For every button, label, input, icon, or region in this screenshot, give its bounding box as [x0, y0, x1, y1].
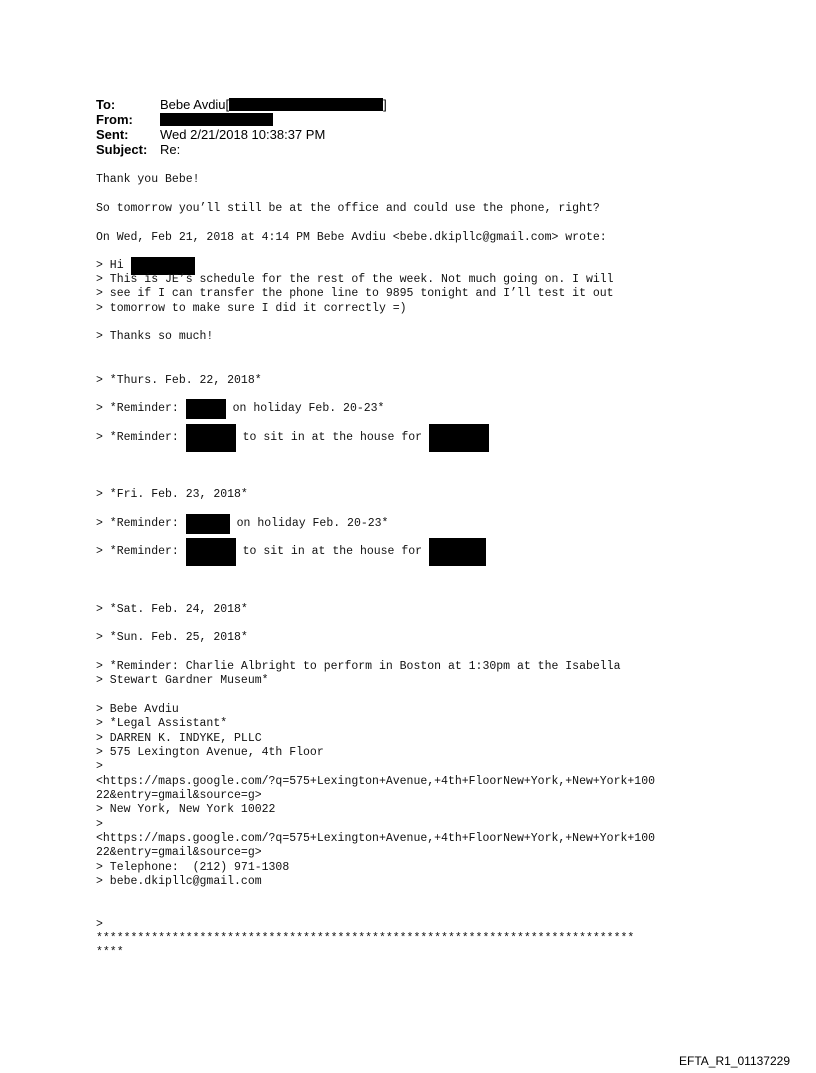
redaction-box	[229, 98, 383, 111]
quoted-line: > Thanks so much!	[96, 330, 214, 343]
signature-line: > *Legal Assistant*	[96, 717, 228, 730]
signature-line: > New York, New York 10022	[96, 803, 276, 816]
to-row	[96, 97, 387, 112]
subject-value: Re:	[160, 142, 181, 157]
redaction-box	[160, 113, 273, 126]
maps-link[interactable]: 22&entry=gmail&source=g>	[96, 846, 262, 859]
signature-line: > 575 Lexington Avenue, 4th Floor	[96, 746, 324, 759]
reminder-line: > *Reminder: on holiday Feb. 20-23*	[96, 517, 388, 531]
maps-link[interactable]: 22&entry=gmail&source=g>	[96, 789, 262, 802]
quoted-line: > This is JE’s schedule for the rest of the week. Not much going on. I will	[96, 273, 614, 286]
quoted-line: > see if I can transfer the phone line to 9895 tonight and I’ll test it out	[96, 287, 614, 300]
redaction-box	[186, 514, 230, 534]
redaction-box	[186, 538, 236, 566]
document-id: EFTA_R1_01137229	[679, 1054, 790, 1068]
maps-link[interactable]: <https://maps.google.com/?q=575+Lexington+Avenue,+4th+FloorNew+York,+New+York+100	[96, 832, 655, 845]
schedule-day: > *Fri. Feb. 23, 2018*	[96, 488, 248, 501]
quoted-line: > tomorrow to make sure I did it correctly =)	[96, 302, 407, 315]
to-suffix: ]	[383, 97, 387, 112]
sent-label: Sent:	[96, 127, 129, 142]
sent-value: Wed 2/21/2018 10:38:37 PM	[160, 127, 326, 142]
reminder-line: > *Reminder: to sit in at the house for	[96, 545, 486, 559]
subject-label: Subject:	[96, 142, 148, 157]
signature-line: >	[96, 818, 103, 831]
schedule-day: > *Thurs. Feb. 22, 2018*	[96, 374, 262, 387]
sent-row	[96, 127, 387, 142]
redaction-box	[186, 424, 236, 452]
schedule-day: > *Sat. Feb. 24, 2018*	[96, 603, 248, 616]
redaction-box	[429, 538, 486, 566]
signature-line: > Telephone: (212) 971-1308	[96, 861, 290, 874]
from-label: From:	[96, 112, 133, 127]
body-line: So tomorrow you’ll still be at the office and could use the phone, right?	[96, 202, 600, 215]
from-row	[96, 112, 387, 127]
email-link[interactable]: > bebe.dkipllc@gmail.com	[96, 875, 262, 888]
body-line: On Wed, Feb 21, 2018 at 4:14 PM Bebe Avdiu <bebe.dkipllc@gmail.com> wrote:	[96, 231, 607, 244]
reminder-line: > *Reminder: on holiday Feb. 20-23*	[96, 402, 384, 416]
schedule-day: > *Sun. Feb. 25, 2018*	[96, 631, 248, 644]
to-label: To:	[96, 97, 116, 112]
email-header	[96, 97, 387, 157]
body-line: Thank you Bebe!	[96, 173, 200, 186]
to-value: Bebe Avdiu[	[160, 97, 230, 112]
signature-line: > Bebe Avdiu	[96, 703, 179, 716]
redaction-box	[186, 399, 226, 419]
quoted-line: >	[96, 918, 103, 931]
separator-stars: ******************************************************************************	[96, 932, 635, 945]
quoted-line: > Hi	[96, 259, 195, 273]
subject-row	[96, 142, 387, 157]
signature-line: > DARREN K. INDYKE, PLLC	[96, 732, 262, 745]
reminder-line: > Stewart Gardner Museum*	[96, 674, 269, 687]
reminder-line: > *Reminder: to sit in at the house for	[96, 431, 489, 445]
reminder-line: > *Reminder: Charlie Albright to perform in Boston at 1:30pm at the Isabella	[96, 660, 621, 673]
redaction-box	[429, 424, 489, 452]
separator-stars: ****	[96, 946, 124, 959]
maps-link[interactable]: <https://maps.google.com/?q=575+Lexington+Avenue,+4th+FloorNew+York,+New+York+100	[96, 775, 655, 788]
signature-line: >	[96, 760, 103, 773]
